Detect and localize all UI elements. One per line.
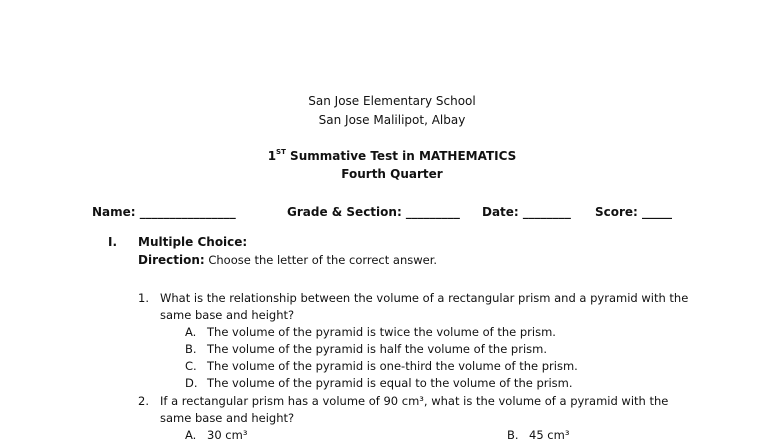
option-letter: A. [185, 325, 197, 339]
question-text-line1: If a rectangular prism has a volume of 90 cm³, what is the volume of a pyramid with the [160, 394, 669, 408]
question-text-line1: What is the relationship between the volume of a rectangular prism and a pyramid with the [160, 291, 689, 305]
option-letter: B. [507, 428, 519, 441]
question-number: 2. [138, 394, 149, 408]
name-field[interactable]: Name: ________________ [92, 205, 236, 219]
title-text: Summative Test in MATHEMATICS [285, 149, 517, 163]
section-direction [138, 253, 437, 267]
question-text-line2: same base and height? [160, 411, 295, 425]
test-title [0, 149, 784, 163]
quarter-label: Fourth Quarter [341, 167, 443, 181]
option-letter: A. [185, 428, 197, 441]
option-letter: D. [185, 376, 198, 390]
title-superscript: ST [276, 148, 286, 156]
option-text: The volume of the pyramid is half the volume of the prism. [207, 342, 548, 356]
option-text: The volume of the pyramid is twice the volume of the prism. [207, 325, 556, 339]
school-address: San Jose Malilipot, Albay [318, 113, 466, 127]
score-field[interactable]: Score: _____ [595, 205, 673, 219]
question-number: 1. [138, 291, 149, 305]
option-letter: C. [185, 359, 197, 373]
title-number: 1 [267, 149, 277, 163]
grade-section-field[interactable]: Grade & Section: _________ [287, 205, 460, 219]
section-title: Multiple Choice: [138, 235, 248, 249]
direction-text: Choose the letter of the correct answer. [204, 253, 438, 267]
option-letter: B. [185, 342, 197, 356]
question-text-line2: same base and height? [160, 308, 295, 322]
school-name: San Jose Elementary School [308, 94, 476, 108]
direction-label: Direction: [138, 253, 205, 267]
date-field[interactable]: Date: ________ [482, 205, 571, 219]
option-text: 30 cm³ [207, 428, 248, 441]
option-text: 45 cm³ [529, 428, 570, 441]
section-number: I. [108, 235, 118, 249]
option-text: The volume of the pyramid is equal to the volume of the prism. [207, 376, 573, 390]
option-text: The volume of the pyramid is one-third the volume of the prism. [207, 359, 578, 373]
